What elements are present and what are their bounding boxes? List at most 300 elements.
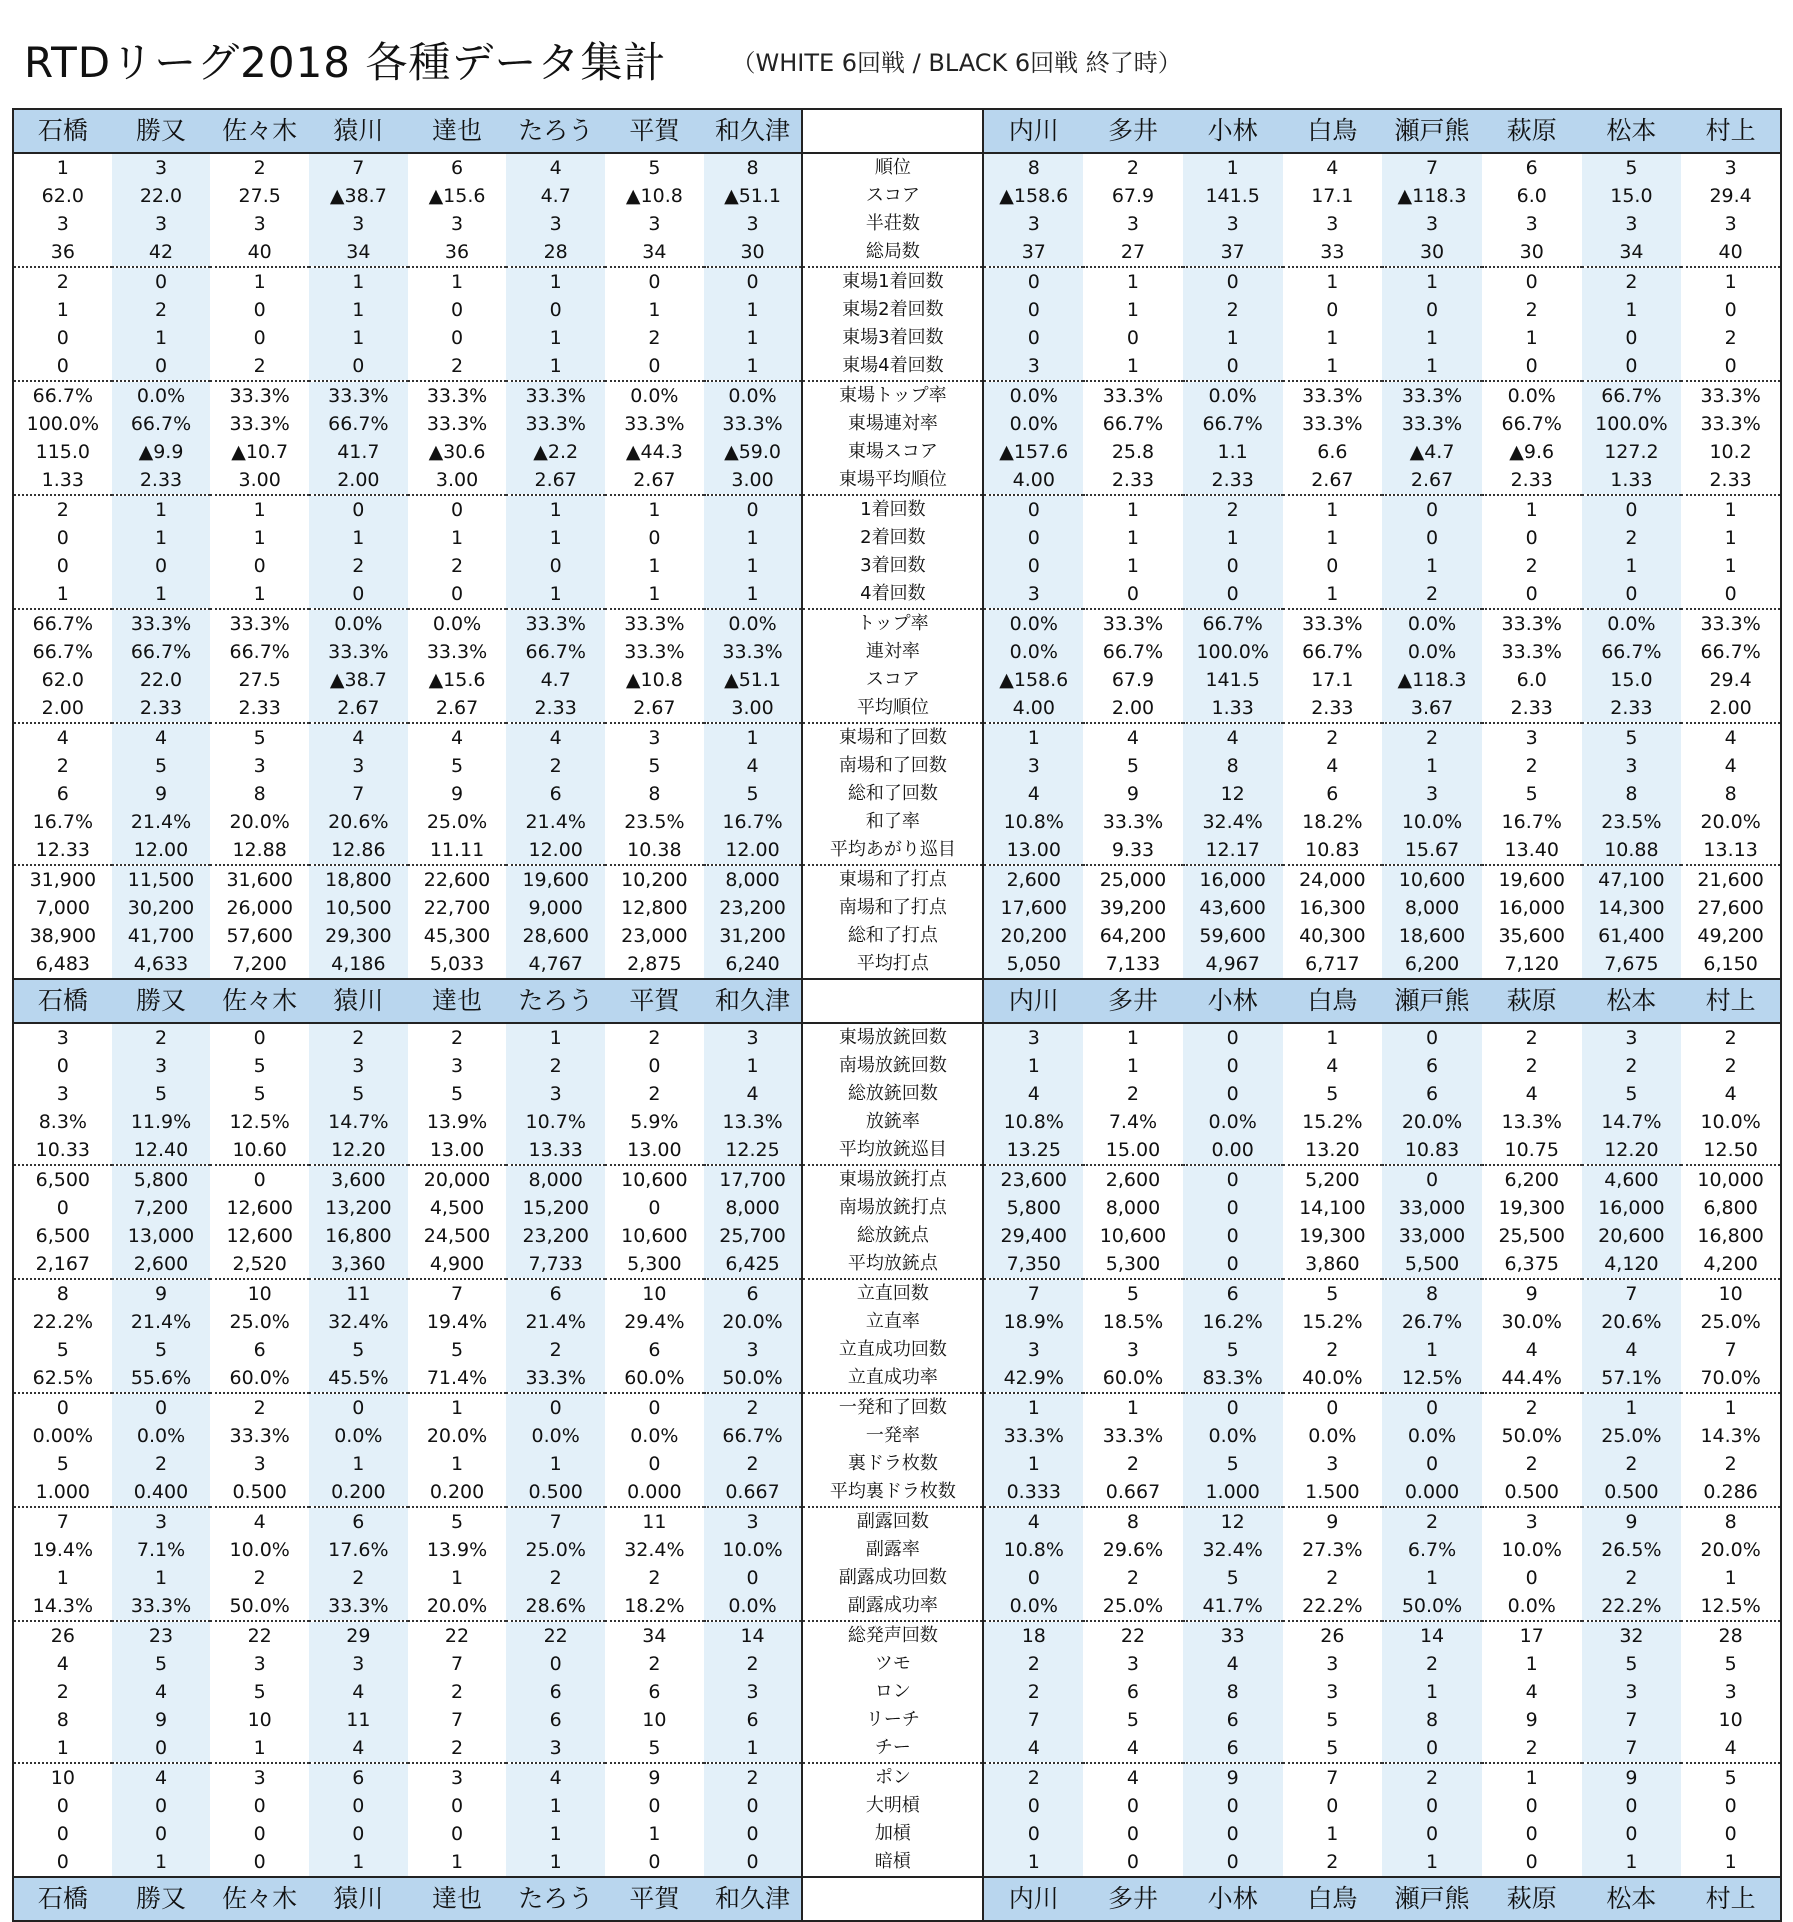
black-player-name: 白鳥 bbox=[1283, 109, 1383, 153]
stat-row bbox=[13, 1564, 1781, 1592]
white-stat-cell: 2 bbox=[704, 1763, 803, 1792]
white-stat-cell: 2 bbox=[309, 1023, 408, 1052]
white-stat-cell: 28 bbox=[506, 238, 605, 267]
black-stat-cell: 14.7% bbox=[1582, 1108, 1682, 1136]
white-stat-cell: 2.00 bbox=[13, 694, 112, 723]
stat-row bbox=[13, 352, 1781, 381]
white-stat-cell: 3 bbox=[112, 1507, 211, 1536]
black-stat-cell: 2 bbox=[1482, 752, 1582, 780]
stat-label: 立直率 bbox=[802, 1308, 983, 1336]
white-stat-cell: ▲51.1 bbox=[704, 666, 803, 694]
white-stat-cell: 0 bbox=[13, 552, 112, 580]
black-stat-cell: 25.0% bbox=[1083, 1592, 1183, 1621]
stat-row bbox=[13, 1336, 1781, 1364]
black-stat-cell: 0 bbox=[1382, 1820, 1482, 1848]
black-stat-cell: 2 bbox=[1582, 1450, 1682, 1478]
white-stat-cell: 13.9% bbox=[408, 1536, 507, 1564]
black-stat-cell: 1 bbox=[1283, 580, 1383, 609]
white-stat-cell: 11.11 bbox=[408, 836, 507, 865]
black-stat-cell: 0.0% bbox=[1283, 1422, 1383, 1450]
black-stat-cell: 12.5% bbox=[1382, 1364, 1482, 1393]
white-stat-cell: 13.9% bbox=[408, 1108, 507, 1136]
black-stat-cell: 0.0% bbox=[1382, 1422, 1482, 1450]
white-stat-cell: 13,000 bbox=[112, 1222, 211, 1250]
white-stat-cell: 1 bbox=[605, 580, 704, 609]
stat-label: 総和了打点 bbox=[802, 922, 983, 950]
black-stat-cell: 6 bbox=[1083, 1678, 1183, 1706]
white-stat-cell: ▲30.6 bbox=[408, 438, 507, 466]
black-stat-cell: 0 bbox=[1582, 580, 1682, 609]
white-stat-cell: 1 bbox=[13, 296, 112, 324]
black-stat-cell: 3 bbox=[1582, 1023, 1682, 1052]
white-stat-cell: 2 bbox=[309, 552, 408, 580]
white-stat-cell: ▲44.3 bbox=[605, 438, 704, 466]
stat-row bbox=[13, 1250, 1781, 1279]
white-stat-cell: 3 bbox=[704, 1678, 803, 1706]
black-stat-cell: 0 bbox=[1183, 352, 1283, 381]
stat-row bbox=[13, 1080, 1781, 1108]
stat-row bbox=[13, 1848, 1781, 1877]
black-stat-cell: 1 bbox=[1083, 524, 1183, 552]
white-stat-cell: 6,483 bbox=[13, 950, 112, 979]
white-stat-cell: 1 bbox=[309, 267, 408, 296]
white-stat-cell: 10.0% bbox=[210, 1536, 309, 1564]
black-stat-cell: 60.0% bbox=[1083, 1364, 1183, 1393]
black-stat-cell: 33.3% bbox=[1482, 638, 1582, 666]
white-stat-cell: 12.40 bbox=[112, 1136, 211, 1165]
white-stat-cell: ▲9.9 bbox=[112, 438, 211, 466]
black-stat-cell: 7 bbox=[1582, 1279, 1682, 1308]
black-stat-cell: 2.33 bbox=[1083, 466, 1183, 495]
black-stat-cell: 64,200 bbox=[1083, 922, 1183, 950]
white-stat-cell: 1 bbox=[112, 524, 211, 552]
white-stat-cell: 1 bbox=[704, 552, 803, 580]
stat-row bbox=[13, 466, 1781, 495]
black-stat-cell: 0.667 bbox=[1083, 1478, 1183, 1507]
stat-label: 一発率 bbox=[802, 1422, 983, 1450]
black-stat-cell: 5 bbox=[1681, 1650, 1781, 1678]
white-stat-cell: 25,700 bbox=[704, 1222, 803, 1250]
black-stat-cell: 7,675 bbox=[1582, 950, 1682, 979]
black-stat-cell: 1 bbox=[1382, 1678, 1482, 1706]
stat-row bbox=[13, 1194, 1781, 1222]
black-stat-cell: 0 bbox=[983, 1792, 1083, 1820]
black-stat-cell: 0.0% bbox=[1582, 609, 1682, 638]
stat-label: 半荘数 bbox=[802, 210, 983, 238]
stat-row bbox=[13, 1706, 1781, 1734]
white-stat-cell: 62.0 bbox=[13, 182, 112, 210]
stat-row bbox=[13, 1734, 1781, 1763]
black-stat-cell: 1.500 bbox=[1283, 1478, 1383, 1507]
black-stat-cell: 2.00 bbox=[1083, 694, 1183, 723]
white-stat-cell: ▲38.7 bbox=[309, 666, 408, 694]
white-stat-cell: ▲15.6 bbox=[408, 182, 507, 210]
black-stat-cell: 0 bbox=[1183, 1222, 1283, 1250]
black-stat-cell: 2 bbox=[1083, 1564, 1183, 1592]
black-stat-cell: 2 bbox=[1582, 1564, 1682, 1592]
black-stat-cell: 1 bbox=[1083, 352, 1183, 381]
white-player-name: 勝又 bbox=[112, 109, 211, 153]
black-stat-cell: 0 bbox=[1083, 1820, 1183, 1848]
white-stat-cell: 11.9% bbox=[112, 1108, 211, 1136]
black-stat-cell: 3 bbox=[1681, 153, 1781, 182]
black-stat-cell: 4.00 bbox=[983, 694, 1083, 723]
black-stat-cell: 141.5 bbox=[1183, 666, 1283, 694]
black-stat-cell: 4.00 bbox=[983, 466, 1083, 495]
white-stat-cell: 3 bbox=[13, 1080, 112, 1108]
white-stat-cell: 7,200 bbox=[112, 1194, 211, 1222]
black-stat-cell: 4 bbox=[1681, 1734, 1781, 1763]
stat-label: 東場1着回数 bbox=[802, 267, 983, 296]
white-stat-cell: 2 bbox=[408, 1678, 507, 1706]
white-stat-cell: 4 bbox=[506, 153, 605, 182]
white-stat-cell: 15,200 bbox=[506, 1194, 605, 1222]
stat-label: 総発声回数 bbox=[802, 1621, 983, 1650]
black-stat-cell: 66.7% bbox=[1183, 410, 1283, 438]
white-stat-cell: 0.0% bbox=[506, 1422, 605, 1450]
white-stat-cell: 0 bbox=[210, 1848, 309, 1877]
stat-label: 総放銃回数 bbox=[802, 1080, 983, 1108]
black-stat-cell: 2 bbox=[1482, 296, 1582, 324]
white-stat-cell: 33.3% bbox=[309, 381, 408, 410]
white-stat-cell: 2 bbox=[605, 324, 704, 352]
black-stat-cell: 1 bbox=[1083, 1393, 1183, 1422]
white-stat-cell: 16.7% bbox=[704, 808, 803, 836]
white-stat-cell: 9 bbox=[408, 780, 507, 808]
stat-row bbox=[13, 1820, 1781, 1848]
stat-row bbox=[13, 1792, 1781, 1820]
white-stat-cell: 1 bbox=[506, 580, 605, 609]
white-stat-cell: 55.6% bbox=[112, 1364, 211, 1393]
black-stat-cell: 0 bbox=[1681, 1820, 1781, 1848]
white-stat-cell: 2 bbox=[408, 1734, 507, 1763]
white-stat-cell: 0.667 bbox=[704, 1478, 803, 1507]
white-stat-cell: 100.0% bbox=[13, 410, 112, 438]
black-stat-cell: 33.3% bbox=[983, 1422, 1083, 1450]
white-stat-cell: 33.3% bbox=[506, 381, 605, 410]
black-stat-cell: 10 bbox=[1681, 1279, 1781, 1308]
black-stat-cell: 18.2% bbox=[1283, 808, 1383, 836]
white-stat-cell: 2 bbox=[605, 1023, 704, 1052]
stat-label: 南場和了回数 bbox=[802, 752, 983, 780]
black-stat-cell: 2,600 bbox=[1083, 1165, 1183, 1194]
black-stat-cell: 20.0% bbox=[1681, 808, 1781, 836]
white-stat-cell: 12,800 bbox=[605, 894, 704, 922]
white-stat-cell: 1 bbox=[704, 296, 803, 324]
black-stat-cell: 4 bbox=[1582, 1336, 1682, 1364]
white-stat-cell: 19.4% bbox=[408, 1308, 507, 1336]
black-player-name: 村上 bbox=[1681, 109, 1781, 153]
white-stat-cell: 0 bbox=[13, 1052, 112, 1080]
black-stat-cell: 33,000 bbox=[1382, 1194, 1482, 1222]
black-stat-cell: 16,800 bbox=[1681, 1222, 1781, 1250]
white-stat-cell: 1 bbox=[112, 580, 211, 609]
black-stat-cell: 0 bbox=[1183, 1052, 1283, 1080]
stat-label: 平均あがり巡目 bbox=[802, 836, 983, 865]
white-stat-cell: 16,800 bbox=[309, 1222, 408, 1250]
white-stat-cell: 17.6% bbox=[309, 1536, 408, 1564]
black-stat-cell: 23.5% bbox=[1582, 808, 1682, 836]
stat-row bbox=[13, 1108, 1781, 1136]
white-stat-cell: 3 bbox=[309, 1650, 408, 1678]
white-stat-cell: 6,425 bbox=[704, 1250, 803, 1279]
black-stat-cell: 33 bbox=[1183, 1621, 1283, 1650]
black-stat-cell: 4,200 bbox=[1681, 1250, 1781, 1279]
stat-row bbox=[13, 1364, 1781, 1393]
black-stat-cell: 33.3% bbox=[1283, 381, 1383, 410]
white-stat-cell: 27.5 bbox=[210, 182, 309, 210]
white-stat-cell: 5 bbox=[210, 1052, 309, 1080]
black-stat-cell: 3 bbox=[983, 580, 1083, 609]
white-stat-cell: 50.0% bbox=[704, 1364, 803, 1393]
white-stat-cell: 0.200 bbox=[309, 1478, 408, 1507]
black-stat-cell: 3 bbox=[1681, 210, 1781, 238]
white-stat-cell: 7,200 bbox=[210, 950, 309, 979]
black-stat-cell: 6,150 bbox=[1681, 950, 1781, 979]
black-stat-cell: 0 bbox=[1083, 580, 1183, 609]
white-stat-cell: 33.3% bbox=[704, 410, 803, 438]
white-stat-cell: 6 bbox=[506, 1279, 605, 1308]
black-stat-cell: 4 bbox=[1183, 723, 1283, 752]
white-stat-cell: 6 bbox=[605, 1336, 704, 1364]
white-stat-cell: 0.0% bbox=[309, 609, 408, 638]
black-stat-cell: 0 bbox=[1083, 1792, 1183, 1820]
black-stat-cell: 141.5 bbox=[1183, 182, 1283, 210]
black-stat-cell: 0 bbox=[1382, 1165, 1482, 1194]
white-stat-cell: 4 bbox=[112, 723, 211, 752]
white-stat-cell: 12.00 bbox=[112, 836, 211, 865]
black-stat-cell: 6 bbox=[1382, 1052, 1482, 1080]
black-stat-cell: 12.20 bbox=[1582, 1136, 1682, 1165]
white-stat-cell: 0 bbox=[112, 1792, 211, 1820]
white-stat-cell: 3 bbox=[605, 210, 704, 238]
white-stat-cell: 0 bbox=[309, 1393, 408, 1422]
white-stat-cell: 5 bbox=[13, 1336, 112, 1364]
white-stat-cell: 1 bbox=[112, 324, 211, 352]
stat-row bbox=[13, 210, 1781, 238]
black-player-name: 多井 bbox=[1083, 109, 1183, 153]
white-stat-cell: 21.4% bbox=[112, 1308, 211, 1336]
white-stat-cell: 0 bbox=[605, 1194, 704, 1222]
white-stat-cell: 2.33 bbox=[210, 694, 309, 723]
black-stat-cell: 1 bbox=[1083, 495, 1183, 524]
black-stat-cell: ▲118.3 bbox=[1382, 182, 1482, 210]
white-stat-cell: 11 bbox=[309, 1279, 408, 1308]
black-stat-cell: 4,600 bbox=[1582, 1165, 1682, 1194]
white-stat-cell: 23.5% bbox=[605, 808, 704, 836]
white-stat-cell: 40 bbox=[210, 238, 309, 267]
black-stat-cell: 33.3% bbox=[1382, 410, 1482, 438]
black-stat-cell: 20.0% bbox=[1681, 1536, 1781, 1564]
white-stat-cell: 62.5% bbox=[13, 1364, 112, 1393]
stat-row bbox=[13, 694, 1781, 723]
black-stat-cell: 12.50 bbox=[1681, 1136, 1781, 1165]
black-stat-cell: 67.9 bbox=[1083, 182, 1183, 210]
black-stat-cell: 2 bbox=[1482, 1052, 1582, 1080]
black-stat-cell: 10,600 bbox=[1083, 1222, 1183, 1250]
black-stat-cell: 0.286 bbox=[1681, 1478, 1781, 1507]
white-stat-cell: 2 bbox=[605, 1080, 704, 1108]
white-stat-cell: 18.2% bbox=[605, 1592, 704, 1621]
white-stat-cell: 1 bbox=[112, 1564, 211, 1592]
white-stat-cell: 2 bbox=[210, 1564, 309, 1592]
white-stat-cell: 31,600 bbox=[210, 865, 309, 894]
white-stat-cell: 2 bbox=[408, 1023, 507, 1052]
white-stat-cell: 0 bbox=[13, 1393, 112, 1422]
white-stat-cell: 1 bbox=[704, 524, 803, 552]
white-stat-cell: 8 bbox=[210, 780, 309, 808]
white-stat-cell: 33.3% bbox=[210, 410, 309, 438]
stat-label: スコア bbox=[802, 182, 983, 210]
stat-label: 順位 bbox=[802, 153, 983, 182]
white-stat-cell: 5 bbox=[112, 1080, 211, 1108]
stat-row bbox=[13, 609, 1781, 638]
black-stat-cell: 0 bbox=[983, 495, 1083, 524]
black-stat-cell: 0 bbox=[1183, 552, 1283, 580]
black-stat-cell: 0 bbox=[983, 296, 1083, 324]
black-stat-cell: 10.75 bbox=[1482, 1136, 1582, 1165]
black-stat-cell: 7,120 bbox=[1482, 950, 1582, 979]
white-stat-cell: 31,900 bbox=[13, 865, 112, 894]
black-stat-cell: 47,100 bbox=[1582, 865, 1682, 894]
stat-row bbox=[13, 723, 1781, 752]
white-stat-cell: 41,700 bbox=[112, 922, 211, 950]
white-stat-cell: 36 bbox=[13, 238, 112, 267]
white-player-name: 石橋 bbox=[13, 109, 112, 153]
black-stat-cell: 100.0% bbox=[1183, 638, 1283, 666]
stat-label: 東場2着回数 bbox=[802, 296, 983, 324]
black-stat-cell: 20,200 bbox=[983, 922, 1083, 950]
stat-row bbox=[13, 1478, 1781, 1507]
white-stat-cell: 0 bbox=[605, 1450, 704, 1478]
black-stat-cell: 2 bbox=[1183, 495, 1283, 524]
black-stat-cell: 33.3% bbox=[1283, 609, 1383, 638]
white-stat-cell: 7,000 bbox=[13, 894, 112, 922]
white-stat-cell: 8 bbox=[605, 780, 704, 808]
black-stat-cell: 3 bbox=[1083, 1336, 1183, 1364]
black-stat-cell: 5,050 bbox=[983, 950, 1083, 979]
white-player-name: 平賀 bbox=[605, 979, 704, 1023]
black-stat-cell: 28 bbox=[1681, 1621, 1781, 1650]
white-stat-cell: 0 bbox=[309, 1792, 408, 1820]
white-stat-cell: 33.3% bbox=[112, 1592, 211, 1621]
white-stat-cell: 0 bbox=[704, 1848, 803, 1877]
white-stat-cell: 5,033 bbox=[408, 950, 507, 979]
white-stat-cell: 6 bbox=[704, 1706, 803, 1734]
white-stat-cell: 3 bbox=[704, 210, 803, 238]
white-stat-cell: 45.5% bbox=[309, 1364, 408, 1393]
black-stat-cell: 66.7% bbox=[1083, 638, 1183, 666]
white-stat-cell: 3 bbox=[704, 1336, 803, 1364]
black-stat-cell: 5 bbox=[1083, 752, 1183, 780]
white-stat-cell: 3,600 bbox=[309, 1165, 408, 1194]
black-stat-cell: 41.7% bbox=[1183, 1592, 1283, 1621]
white-stat-cell: 6 bbox=[309, 1507, 408, 1536]
white-stat-cell: 0 bbox=[309, 495, 408, 524]
white-stat-cell: 10 bbox=[210, 1279, 309, 1308]
black-stat-cell: 1 bbox=[983, 1052, 1083, 1080]
black-stat-cell: 0 bbox=[1482, 580, 1582, 609]
black-stat-cell: 2 bbox=[1482, 1450, 1582, 1478]
white-stat-cell: 1 bbox=[605, 296, 704, 324]
black-stat-cell: 0.0% bbox=[1382, 609, 1482, 638]
black-stat-cell: 2 bbox=[1482, 1393, 1582, 1422]
black-stat-cell: 50.0% bbox=[1482, 1422, 1582, 1450]
white-stat-cell: 12.00 bbox=[704, 836, 803, 865]
black-stat-cell: 8 bbox=[1183, 1678, 1283, 1706]
white-stat-cell: ▲38.7 bbox=[309, 182, 408, 210]
white-stat-cell: 50.0% bbox=[210, 1592, 309, 1621]
white-stat-cell: 9 bbox=[605, 1763, 704, 1792]
black-stat-cell: 0 bbox=[1183, 1080, 1283, 1108]
black-stat-cell: 59,600 bbox=[1183, 922, 1283, 950]
black-stat-cell: 1 bbox=[1681, 1848, 1781, 1877]
white-stat-cell: 0 bbox=[408, 1820, 507, 1848]
white-stat-cell: 0 bbox=[210, 1792, 309, 1820]
black-stat-cell: 15.00 bbox=[1083, 1136, 1183, 1165]
white-stat-cell: 0.0% bbox=[704, 609, 803, 638]
white-stat-cell: 71.4% bbox=[408, 1364, 507, 1393]
black-stat-cell: 2 bbox=[1083, 1450, 1183, 1478]
black-stat-cell: 1 bbox=[1382, 752, 1482, 780]
black-player-name: 小林 bbox=[1183, 979, 1283, 1023]
black-stat-cell: 1 bbox=[1382, 267, 1482, 296]
white-stat-cell: 2.33 bbox=[112, 466, 211, 495]
black-stat-cell: 18.9% bbox=[983, 1308, 1083, 1336]
black-stat-cell: 7 bbox=[1283, 1763, 1383, 1792]
white-stat-cell: 0 bbox=[13, 1792, 112, 1820]
title-area bbox=[24, 30, 1182, 90]
stat-label: 平均放銃点 bbox=[802, 1250, 983, 1279]
black-stat-cell: 3 bbox=[983, 1023, 1083, 1052]
black-stat-cell: 43,600 bbox=[1183, 894, 1283, 922]
stat-label: 副露成功回数 bbox=[802, 1564, 983, 1592]
stat-label: 1着回数 bbox=[802, 495, 983, 524]
white-stat-cell: 1 bbox=[506, 1848, 605, 1877]
white-stat-cell: 0 bbox=[704, 495, 803, 524]
black-stat-cell: 0 bbox=[983, 324, 1083, 352]
stat-row bbox=[13, 894, 1781, 922]
stat-row bbox=[13, 182, 1781, 210]
black-stat-cell: 1 bbox=[1382, 552, 1482, 580]
black-stat-cell: 0.00 bbox=[1183, 1136, 1283, 1165]
white-stat-cell: 6 bbox=[309, 1763, 408, 1792]
stat-row bbox=[13, 1763, 1781, 1792]
black-stat-cell: 30.0% bbox=[1482, 1308, 1582, 1336]
white-stat-cell: 0 bbox=[210, 1165, 309, 1194]
player-header-row bbox=[13, 1877, 1781, 1921]
stat-label: リーチ bbox=[802, 1706, 983, 1734]
white-stat-cell: 25.0% bbox=[210, 1308, 309, 1336]
black-stat-cell: 3 bbox=[1083, 1650, 1183, 1678]
black-stat-cell: 0.0% bbox=[983, 609, 1083, 638]
white-stat-cell: 2 bbox=[112, 1023, 211, 1052]
white-stat-cell: 5 bbox=[309, 1336, 408, 1364]
black-stat-cell: 3 bbox=[1681, 1678, 1781, 1706]
white-stat-cell: 12.33 bbox=[13, 836, 112, 865]
white-stat-cell: 0 bbox=[112, 552, 211, 580]
white-stat-cell: 10,500 bbox=[309, 894, 408, 922]
black-stat-cell: 4 bbox=[1681, 752, 1781, 780]
white-stat-cell: 0 bbox=[13, 524, 112, 552]
stat-row bbox=[13, 1507, 1781, 1536]
black-stat-cell: 2 bbox=[1083, 153, 1183, 182]
white-stat-cell: 1 bbox=[408, 524, 507, 552]
black-stat-cell: 12 bbox=[1183, 1507, 1283, 1536]
black-stat-cell: 1 bbox=[1681, 267, 1781, 296]
black-stat-cell: 16,000 bbox=[1582, 1194, 1682, 1222]
stat-row bbox=[13, 836, 1781, 865]
